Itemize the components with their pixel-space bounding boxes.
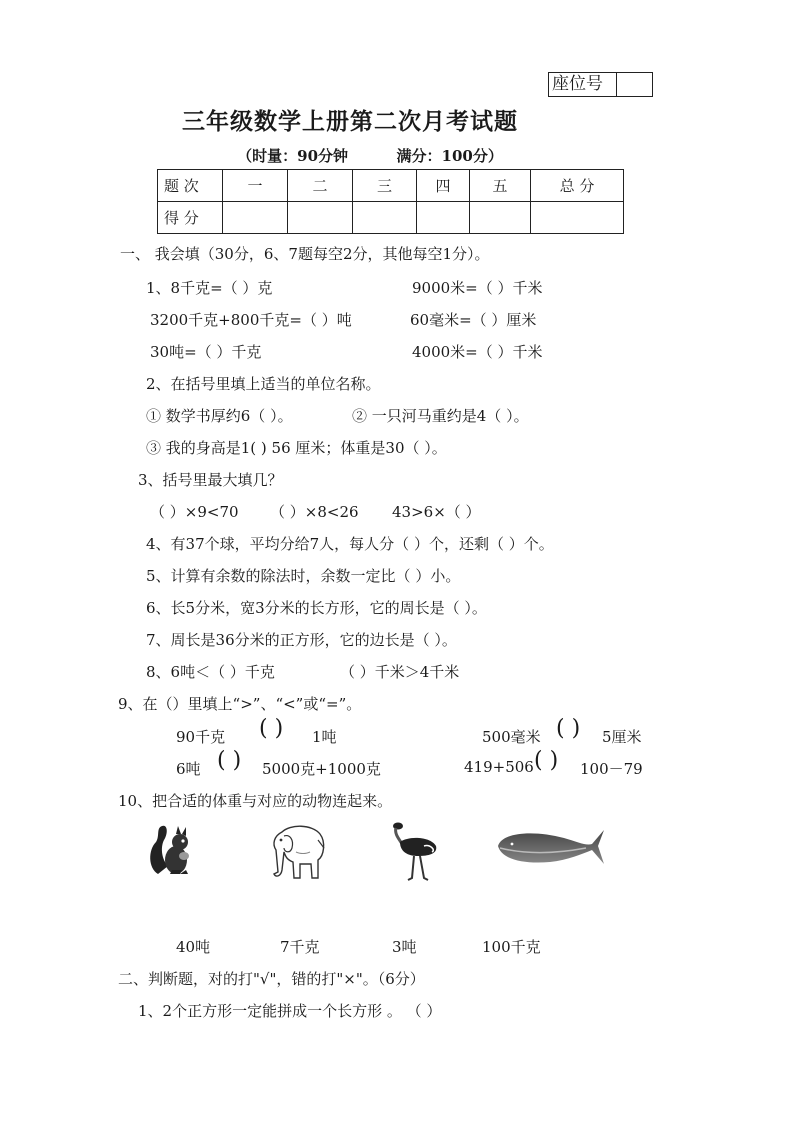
q9-text: 9、在（）里填上“>”、“<”或“=”。: [118, 695, 362, 713]
seat-number-label: 座位号: [549, 73, 617, 96]
exam-time: （时量：90分钟: [237, 147, 349, 165]
exam-subtitle: [0, 145, 740, 166]
seat-number-box: [548, 72, 653, 97]
score-cell[interactable]: [417, 202, 470, 234]
score-header-cell: 总 分: [531, 170, 624, 202]
q1-f: 4000米=（ ）千米: [412, 343, 543, 361]
q1-d: 60毫米=（ ）厘米: [410, 311, 537, 329]
q10-text: 10、把合适的体重与对应的动物连起来。: [118, 792, 393, 810]
score-header-cell: 四: [417, 170, 470, 202]
q9-c-left: 6吨: [176, 760, 201, 778]
section2-q1: 1、2个正方形一定能拼成一个长方形 。 （ ）: [138, 1002, 442, 1020]
q9-b-left: 500毫米: [482, 728, 541, 746]
score-table: [157, 169, 624, 234]
q5: 5、计算有余数的除法时，余数一定比（ ）小。: [146, 567, 461, 585]
score-cell[interactable]: [531, 202, 624, 234]
score-table-score-row: [158, 202, 624, 234]
q9-b-right: 5厘米: [602, 728, 642, 746]
q3-a: （ ）×9<70: [150, 503, 239, 521]
ostrich-icon: [388, 820, 440, 882]
q9-d-right: 100－79: [580, 760, 643, 778]
q9-c-paren[interactable]: ( ): [217, 748, 242, 773]
weight-label: 100千克: [482, 938, 541, 956]
q1-e: 30吨=（ ）千克: [150, 343, 262, 361]
q9-c-right: 5000克+1000克: [262, 760, 381, 778]
q9-d-paren[interactable]: ( ): [534, 748, 559, 773]
q2-b: ② 一只河马重约是4（ ）。: [352, 407, 529, 425]
q1-b: 9000米=（ ）千米: [412, 279, 543, 297]
score-row-label: 得 分: [158, 202, 223, 234]
score-table-header-row: [158, 170, 624, 202]
elephant-icon: [262, 822, 328, 884]
q8-b: （ ）千米＞4千米: [340, 663, 460, 681]
score-header-cell: 二: [288, 170, 353, 202]
q9-b-paren[interactable]: ( ): [556, 716, 581, 741]
q4: 4、有37个球，平均分给7人，每人分（ ）个，还剩（ ）个。: [146, 535, 554, 553]
q3-c: 43>6×（ ）: [392, 503, 481, 521]
score-cell[interactable]: [288, 202, 353, 234]
weight-label: 3吨: [392, 938, 417, 956]
score-cell[interactable]: [353, 202, 417, 234]
whale-icon: [494, 824, 606, 868]
q3-text: 3、括号里最大填几？: [138, 471, 283, 489]
q9-a-paren[interactable]: ( ): [259, 716, 284, 741]
q2-text: 2、在括号里填上适当的单位名称。: [146, 375, 381, 393]
score-cell[interactable]: [470, 202, 531, 234]
q1-a: 1、8千克=（ ）克: [146, 279, 273, 297]
q9-a-left: 90千克: [176, 728, 226, 746]
section2-heading: 二、判断题，对的打"√"，错的打"×"。（6分）: [118, 970, 425, 988]
seat-number-value[interactable]: [617, 73, 652, 96]
score-header-cell: 题 次: [158, 170, 223, 202]
q8-a: 8、6吨＜（ ）千克: [146, 663, 275, 681]
q1-c: 3200千克+800千克=（ ）吨: [150, 311, 352, 329]
page-title: 三年级数学上册第二次月考试题: [182, 108, 518, 135]
weight-label: 40吨: [176, 938, 211, 956]
q7: 7、周长是36分米的正方形，它的边长是（ ）。: [146, 631, 457, 649]
q9-a-right: 1吨: [312, 728, 337, 746]
weight-label: 7千克: [280, 938, 320, 956]
score-cell[interactable]: [223, 202, 288, 234]
section1-heading: 一、 我会填（30分，6、7题每空2分，其他每空1分）。: [120, 245, 490, 263]
score-header-cell: 一: [223, 170, 288, 202]
q9-d-left: 419+506: [464, 758, 534, 776]
score-header-cell: 三: [353, 170, 417, 202]
q6: 6、长5分米，宽3分米的长方形，它的周长是（ ）。: [146, 599, 487, 617]
q2-c: ③ 我的身高是1( ) 56 厘米；体重是30（ ）。: [146, 439, 447, 457]
exam-full-score: 满分：100分）: [396, 147, 503, 165]
q2-a: ① 数学书厚约6（ ）。: [146, 407, 293, 425]
squirrel-icon: [146, 820, 196, 878]
q3-b: （ ）×8<26: [270, 503, 359, 521]
score-header-cell: 五: [470, 170, 531, 202]
